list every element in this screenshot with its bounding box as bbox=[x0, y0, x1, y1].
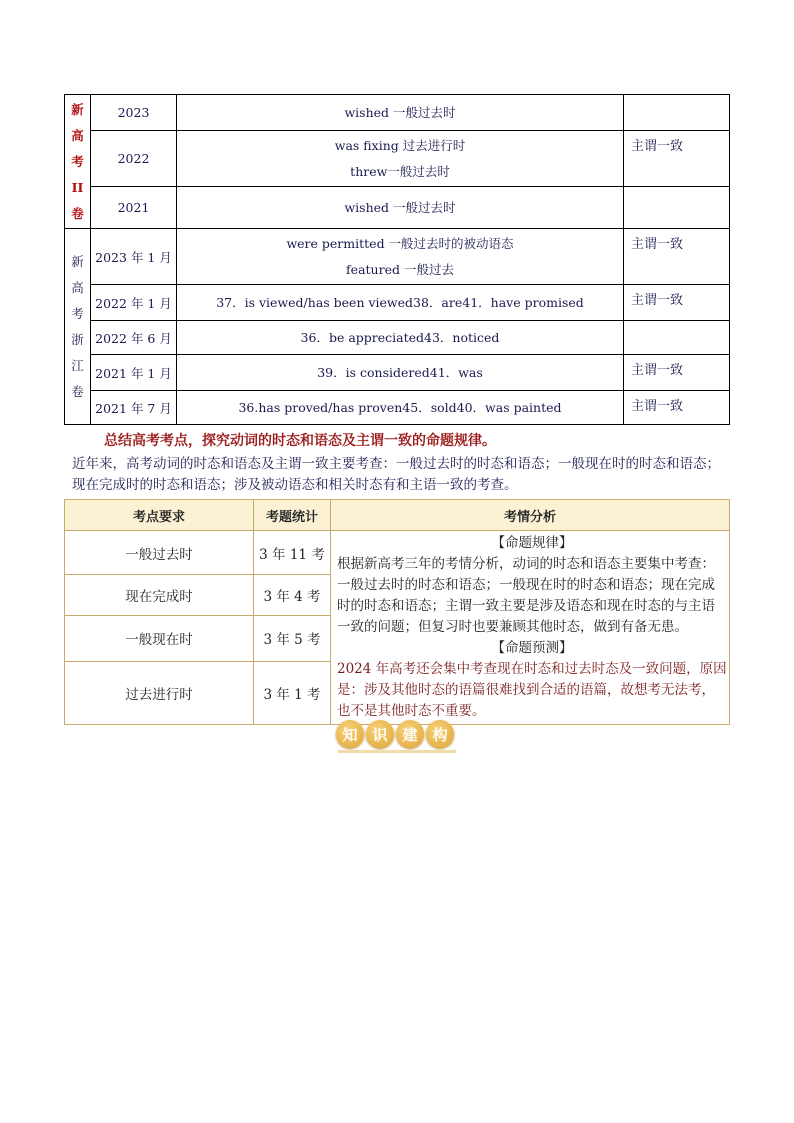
tag-cell: 主谓一致 bbox=[624, 131, 730, 187]
header-stat: 考题统计 bbox=[254, 500, 331, 531]
point-cell: 过去进行时 bbox=[65, 662, 254, 725]
year-cell: 2021 bbox=[91, 187, 177, 229]
predict-heading: 【命题预测】 bbox=[491, 640, 573, 656]
tag-cell bbox=[624, 187, 730, 229]
tag-cell bbox=[624, 95, 730, 131]
answer-cell: was fixing 过去进行时 threw一般过去时 bbox=[177, 131, 624, 187]
point-cell: 现在完成时 bbox=[65, 575, 254, 615]
year-cell: 2022 年 1 月 bbox=[91, 285, 177, 321]
banner-char: 知 bbox=[336, 720, 364, 748]
analysis-cell bbox=[331, 531, 730, 725]
stat-cell: 3 年 4 考 bbox=[254, 575, 331, 615]
banner-char: 识 bbox=[366, 720, 394, 748]
intro-paragraph: 近年来，高考动词的时态和语态及主谓一致主要考查：一般过去时的时态和语态；一般现在时的时态和语态；现在完成时的时态和语态；涉及被动语态和相关时态有和主语一致的考查。 bbox=[72, 456, 720, 493]
exam-table bbox=[64, 94, 730, 425]
predict-text: 2024 年高考还会集中考查现在时态和过去时态及一致问题，原因是：涉及其他时态的语篇很难找到合适的语篇，故想考无法考，也不是其他时态不重要。 bbox=[337, 661, 727, 719]
year-cell: 2021 年 7 月 bbox=[91, 391, 177, 425]
point-cell: 一般过去时 bbox=[65, 531, 254, 575]
answer-cell: 36．be appreciated43．noticed bbox=[177, 321, 624, 355]
tag-cell: 主谓一致 bbox=[624, 229, 730, 285]
analysis-table bbox=[64, 499, 730, 725]
answer-cell: 36.has proved/has proven45．sold40．was painted bbox=[177, 391, 624, 425]
header-point: 考点要求 bbox=[65, 500, 254, 531]
tag-cell bbox=[624, 321, 730, 355]
answer-cell: were permitted 一般过去时的被动语态 featured 一般过去 bbox=[177, 229, 624, 285]
rule-text: 根据新高考三年的考情分析，动词的时态和语态主要集中考查：一般过去时的时态和语态；一般现在时的时态和语态；现在完成时的时态和语态；主谓一致主要是涉及语态和现在时态的与主语一致的问题；但复习时也要兼顾其他时态，做到有备无患。 bbox=[337, 556, 715, 635]
banner-char: 构 bbox=[426, 720, 454, 748]
rule-heading: 【命题规律】 bbox=[491, 535, 573, 551]
year-cell: 2022 bbox=[91, 131, 177, 187]
tag-cell: 主谓一致 bbox=[624, 285, 730, 321]
summary-title: 总结高考考点，探究动词的时态和语态及主谓一致的命题规律。 bbox=[104, 433, 496, 449]
section-new-gaokao-zhejiang: 新高考浙江卷 bbox=[65, 229, 91, 425]
answer-cell: wished 一般过去时 bbox=[177, 187, 624, 229]
header-analysis: 考情分析 bbox=[331, 500, 730, 531]
stat-cell: 3 年 5 考 bbox=[254, 615, 331, 661]
banner-char: 建 bbox=[396, 720, 424, 748]
stat-cell: 3 年 1 考 bbox=[254, 662, 331, 725]
year-cell: 2023 年 1 月 bbox=[91, 229, 177, 285]
answer-cell: wished 一般过去时 bbox=[177, 95, 624, 131]
year-cell: 2021 年 1 月 bbox=[91, 355, 177, 391]
answer-cell: 39．is considered41．was bbox=[177, 355, 624, 391]
section-new-gaokao-2: 新高考II卷 bbox=[65, 95, 91, 229]
knowledge-structure-banner bbox=[336, 720, 454, 748]
banner-underline bbox=[338, 750, 456, 753]
point-cell: 一般现在时 bbox=[65, 615, 254, 661]
year-cell: 2023 bbox=[91, 95, 177, 131]
tag-cell: 主谓一致 bbox=[624, 355, 730, 391]
year-cell: 2022 年 6 月 bbox=[91, 321, 177, 355]
tag-cell: 主谓一致 bbox=[624, 391, 730, 425]
stat-cell: 3 年 11 考 bbox=[254, 531, 331, 575]
answer-cell: 37．is viewed/has been viewed38．are41．have promised bbox=[177, 285, 624, 321]
